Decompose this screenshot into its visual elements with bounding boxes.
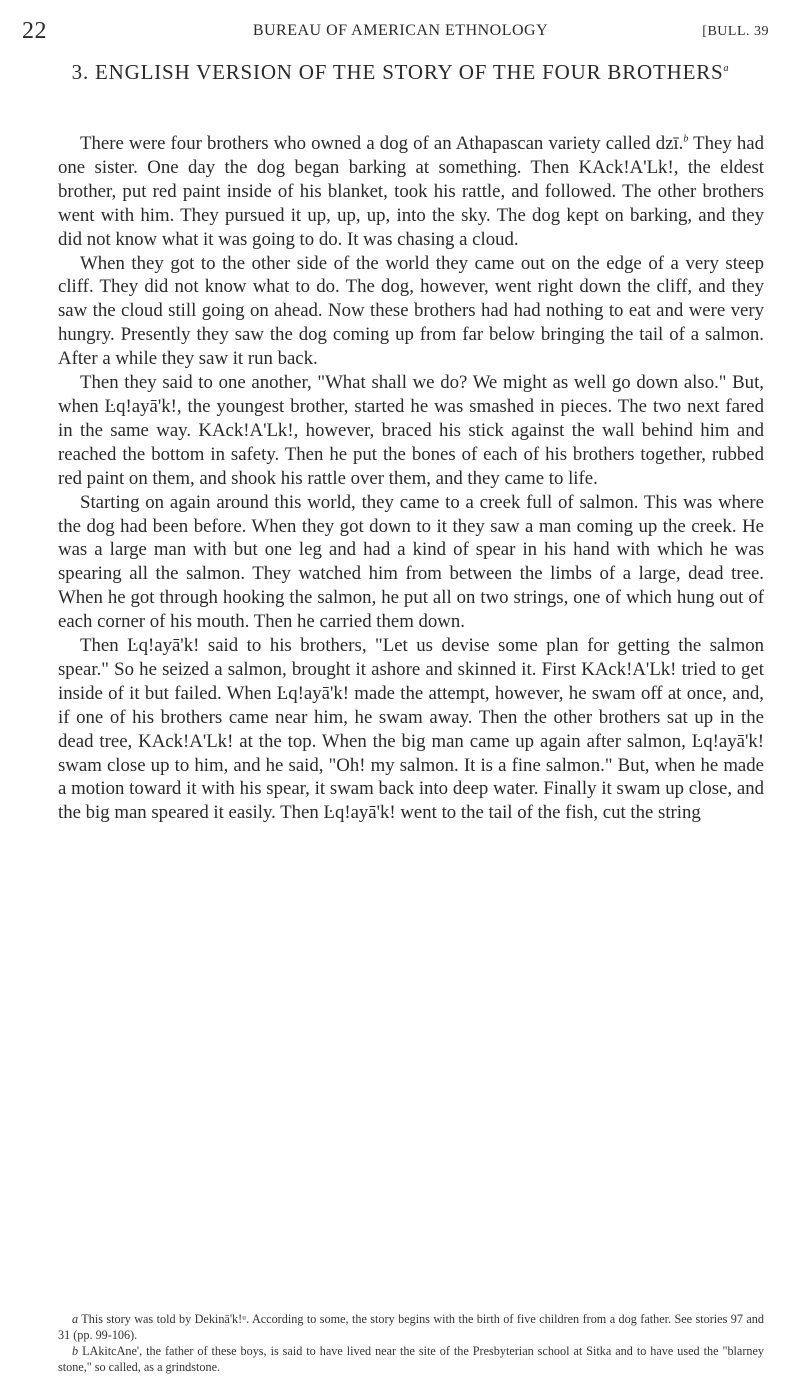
footnote (58, 1311, 764, 1343)
paragraph-text: There were four brothers who owned a dog of an Athapascan variety called dzī. (80, 133, 684, 154)
story-body (58, 132, 764, 825)
paragraph-text-continued: They had one sister. One day the dog began barking at something. Then KAck!A'Lk!, the eldest brother, put red paint inside of his blanket, took his rattle, and followed. The other brothers went with him. They pursued it up, up, up, into the sky. The dog kept on barking, and they did not know what it was going to do. It was chasing a cloud. (58, 133, 764, 250)
section-heading-text: 3. ENGLISH VERSION OF THE STORY OF THE FOUR BROTHERS (71, 60, 724, 84)
running-title: BUREAU OF AMERICAN ETHNOLOGY (252, 22, 549, 39)
footnote-ref-a: a (723, 63, 730, 74)
footnote-marker: a (72, 1312, 79, 1326)
bulletin-reference: [BULL. 39 (702, 24, 769, 39)
footnote-text: LAkitcAne', the father of these boys, is said to have lived near the site of the Presbyterian school at Sitka and to have used the "blarney stone," so called, as a grindstone. (58, 1344, 764, 1374)
paragraph-text: Starting on again around this world, they came to a creek full of salmon. This was where the dog had been before. When they got down to it they saw a man coming up the creek. He was a large man with but one leg and had a kind of spear in his hand with which he was spearing all the salmon. They watched him from between the limbs of a large, dead tree. When he got through hooking the salmon, he put all on two strings, one of which hung out of each corner of his mouth. Then he carried them down. (58, 491, 764, 633)
paragraph (58, 252, 764, 372)
paragraph (58, 371, 764, 491)
page-header (22, 18, 779, 42)
footnote-text: This story was told by Dekinā'k!ᵘ. According to some, the story begins with the birth of five children from a dog father. See stories 97 and 31 (pp. 99-106). (58, 1312, 764, 1342)
paragraph (58, 132, 764, 252)
section-heading (0, 58, 801, 86)
paragraph-text: Then Ŀq!ayā'k! said to his brothers, "Let us devise some plan for getting the salmon spear." So he seized a salmon, brought it ashore and skinned it. First KAck!A'Lk! tried to get inside of it but failed. When Ŀq!ayā'k! made the attempt, however, he swam off at once, and, if one of his brothers came near him, he swam away. Then the other brothers sat up in the dead tree, KAck!A'Lk! at the top. When the big man came up again after salmon, Ŀq!ayā'k! swam close up to him, and he said, "Oh! my salmon. It is a fine salmon." But, when he made a motion toward it with his spear, it swam back into deep water. Finally it swam up close, and the big man speared it easily. Then Ŀq!ayā'k! went to the tail of the fish, cut the string (58, 635, 764, 824)
footnote-marker: b (72, 1344, 79, 1358)
footnotes (58, 1311, 764, 1375)
paragraph-text: Then they said to one another, "What shall we do? We might as well go down also." But, when Ŀq!ayā'k!, the youngest brother, started he was smashed in pieces. The two next fared in the same way. KAck!A'Lk!, however, braced his stick against the wall behind him and reached the bottom in safety. Then he put the bones of each of his brothers together, rubbed red paint on them, and shook his rattle over them, and they came to life. (58, 372, 764, 489)
footnote-ref-b: b (683, 133, 689, 145)
paragraph-text: When they got to the other side of the world they came out on the edge of a very steep cliff. They did not know what to do. The dog, however, went right down the cliff, and they saw the cloud still going on ahead. Now these brothers had had nothing to eat and were very hungry. Presently they saw the dog coming up from far below bringing the tail of a salmon. After a while they saw it run back. (58, 252, 764, 370)
page-number: 22 (22, 18, 47, 44)
paragraph (58, 491, 764, 634)
paragraph (58, 634, 764, 825)
footnote (58, 1343, 764, 1375)
